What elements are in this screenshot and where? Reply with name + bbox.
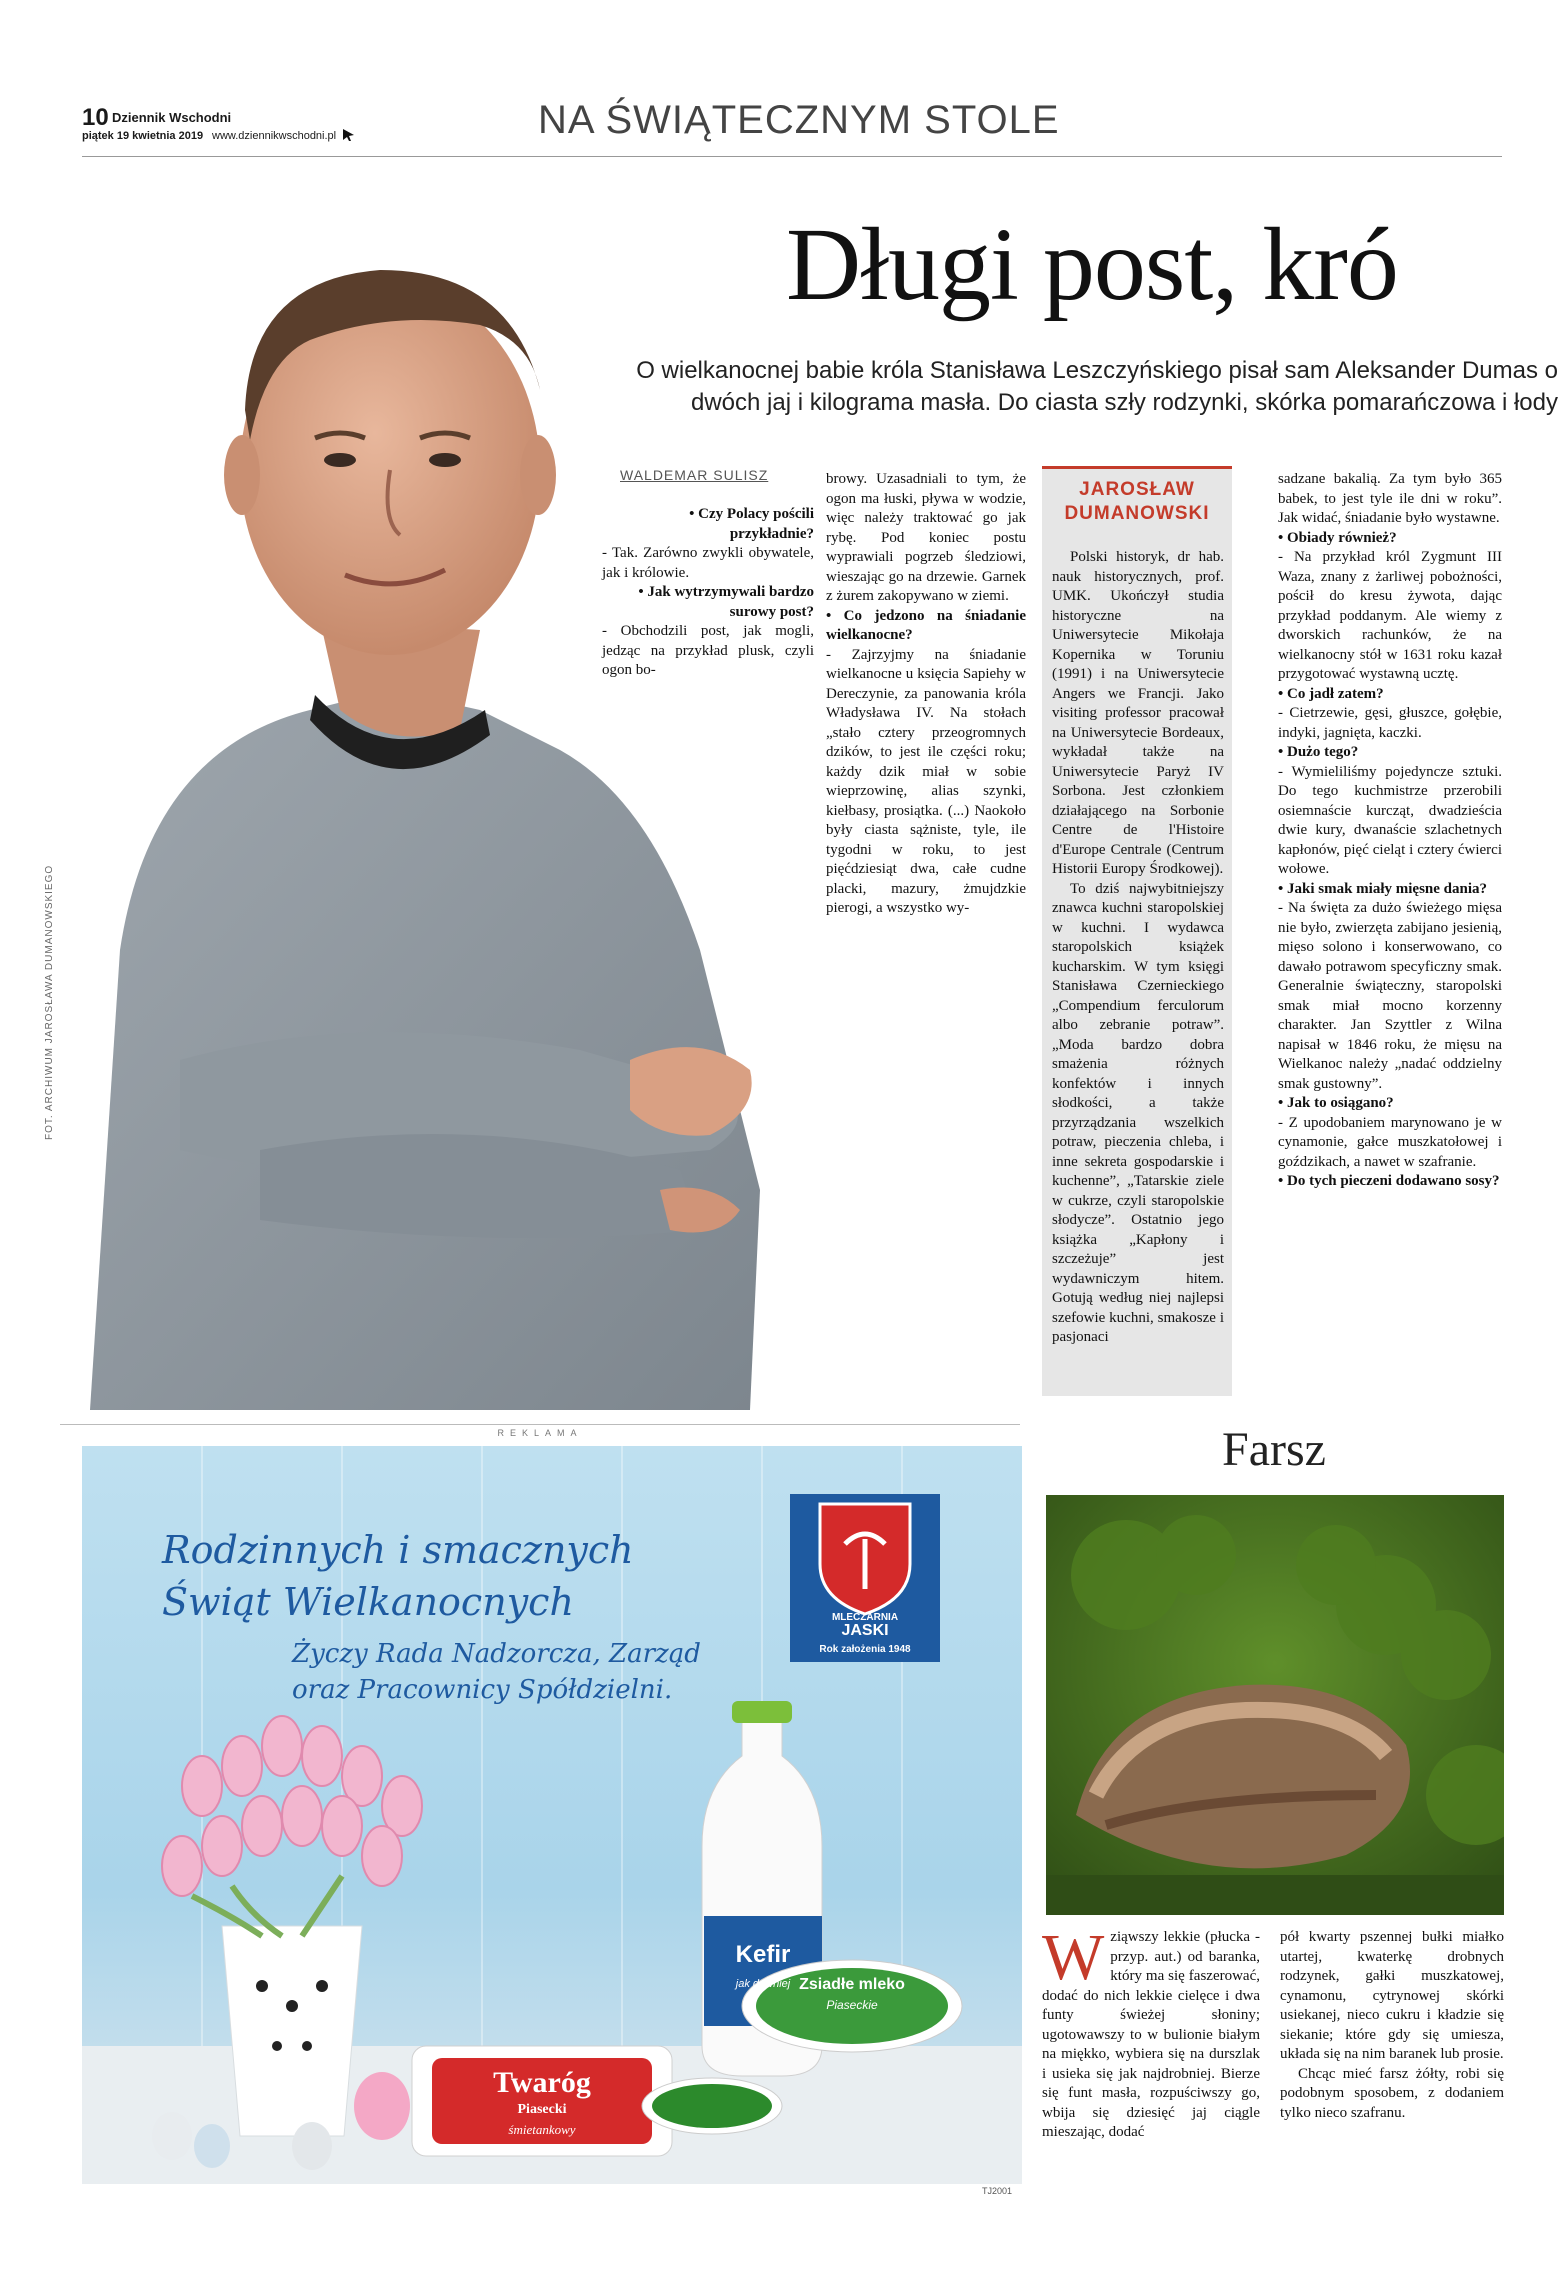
product-twarog-type: śmietankowy [508,2122,576,2137]
farsz-text: Chcąc mieć farsz żółty, robi się podobnym sposobem, z dodaniem tylko nieco szafranu. [1280,2065,1504,2121]
bio-box-title [1042,478,1232,526]
interview-question: • Co jadł zatem? [1278,685,1384,702]
product-mleko: Zsiadłe mleko [799,1976,905,1993]
ad-title [162,1524,634,1628]
interview-answer: - Obchodzili post, jak mogli, jedząc na przykład plusk, czyli ogon bo- [602,623,814,678]
stuffed-meat-photo [1046,1495,1504,1915]
interview-question: • Jaki smak miały mięsne dania? [1278,880,1488,897]
interview-answer: - Tak. Zarówno zwykli obywatele, jak i królowie. [602,545,814,581]
interview-question: • Jak to osiągano? [1278,1095,1394,1111]
interview-answer: - Wymieliliśmy pojedyncze sztuki. Do tego kuchmistrze przerobili osiemnaście kurcząt, dwadzieścia dwie kury, dwanaście szlachetnych kapłonów, pięć cieląt i cztery ćwierci wołowe. [1278,763,1502,877]
product-kefir: Kefir [735,1941,791,1968]
product-kefir-sub: jak dawniej [735,1978,791,1990]
interview-question: • Dużo tego? [1278,744,1359,760]
ad-subtitle-line: Życzy Rada Nadzorcza, Zarząd [292,1639,701,1669]
column-1 [602,505,814,681]
photo-credit: FOT. ARCHIWUM JAROSŁAWA DUMANOWSKIEGO [44,864,55,1140]
interview-question: • Obiady również? [1278,529,1397,546]
interview-answer: - Na święta za dużo świeżego mięsa nie było, zwierzęta zabijano jesienią, mięso solono i konserwowano, co dawało potrawom specyficzny smak. Generalnie świąteczny, staropolski smak miał mocno korzenny charakter. Jan Szyttler z Wilna napisał w 1846 roku, że mięsu na Wielkanoc należy „nadać oddzielny smak gustowny”. [1278,900,1502,1092]
paper-name: Dziennik Wschodni [112,110,232,125]
page-number: 10 [82,104,109,131]
bio-paragraph: To dziś najwybitniejszy znawca kuchni staropolskiej w kuchni. I wydawca staropolskich książek kucharskim. W tym księgi Stanisława Czernieckiego „Compendium ferculorum albo zebranie potraw”. „Moda bardzo dobra smażenia różnych konfektów i innych słodkości, a także przyrządzania wszelkich potraw, pieczenia chleba, i inne sekreta gospodarskie i kuchenne”, „Tatarskie ziele w cukrze, czyli staropolskie słodycze”. Ostatnio jego książka „Kapłony i szczeżuje” jest wydawniczym hitem. Gotują według niej najlepsi szefowie kuchni, smakosze i pasjonaci [1052,880,1224,1345]
bio-name-first: JAROSŁAW [1079,479,1195,500]
farsz-column-2 [1280,1928,1504,2123]
cursor-arrow-icon [342,128,356,142]
product-twarog-sub: Piasecki [517,2102,567,2117]
header-rule [82,156,1502,157]
column-4 [1278,470,1502,1192]
farsz-text: ziąwszy lekkie (płucka - przyp. aut.) od baranka, który ma się faszerować, dodać do nich lekkie cielęce i dwa funty świeżej słoniny; ugotowawszy to w bulionie białym na miękko, wybiera się na durszlak i usieka się jak najdrobniej. Bierze się funt masła, rozpuściwszy go, wbija się dziesięć jaj ciągle mieszając, dodać [1042,1929,1260,2140]
product-twarog: Twaróg [493,2066,591,2099]
ad-label: REKLAMA [497,1428,583,1438]
logo-name-1: MLECZARNIA [831,1612,899,1623]
bio-paragraph: Polski historyk, dr hab. nauk historycznych, prof. UMK. Ukończył studia historyczne na Uniwersytecie Mikołaja Kopernika w Toruniu (1991) i na Uniwersytecie Angers we Francji. Jako visiting professor pracował na Uniwersytecie Bordeaux, wykładał także na Uniwersytecie Paryż IV Sorbona. Jest członkiem działającego na Sorbonie Centre de l'Histoire d'Europe Centrale (Centrum Historii Europy Środkowej). [1052,549,1224,877]
bio-box-rule [1042,466,1232,469]
interview-answer: - Z upodobaniem marynowano je w cynamonie, gałce muszkatołowej i goździkach, a nawet w szafranie. [1278,1114,1502,1170]
interview-question: • Do tych pieczeni dodawano sosy? [1278,1173,1500,1189]
ad-rule [60,1424,1020,1425]
article-lead [622,355,1558,419]
interview-question: • Czy Polacy pościli przykładnie? [689,506,814,542]
interview-answer: - Cietrzewie, gęsi, głuszce, gołębie, indyki, jagnięta, kaczki. [1278,705,1502,741]
column-3 [1052,548,1224,1348]
ad-code: TJ2001 [982,2186,1013,2196]
advertisement[interactable] [82,1446,1022,2184]
ad-subtitle-line: oraz Pracownicy Spółdzielni. [292,1675,673,1705]
section-title: NA ŚWIĄTECZNYM STOLE [538,98,1060,142]
dropcap: W [1042,1921,1105,1994]
paper-url[interactable]: www.dziennikwschodni.pl [212,130,337,142]
logo-name-2: JASKI [841,1622,889,1639]
interview-answer: sadzane bakalią. Za tym było 365 babek, to jest tyle ile dni w roku”. Jak widać, śniadanie było wystawne. [1278,471,1502,526]
column-2 [826,470,1026,919]
mleczarnia-logo [790,1494,940,1662]
issue-date: piątek 19 kwietnia 2019 [82,130,204,142]
farsz-title: Farsz [1222,1423,1326,1476]
interview-answer: browy. Uzasadniali to tym, że ogon ma łuski, pływa w wodzie, więc należy traktować go jak rybę. Pod koniec postu wyprawiali pogrzeb śledziowi, wieszając go na drzewie. Garnek z żurem zakopywano w ziemi. [826,471,1026,604]
interview-answer: - Zajrzyjmy na śniadanie wielkanocne u księcia Sapiehy w Dereczynie, za panowania króla Władysława IV. Na stołach „stało cztery przeogromnych dzików, to jest ile części roku; każdy dzik miał w sobie wieprzowinę, alias szynki, kiełbasy, prosiątka. (...) Naokoło były ciasta sążniste, tyle, ile tygodni w roku, to jest pięćdziesiąt dwa, całe cudne placki, mazury, żmujdzkie pierogi, a wszystko wy- [826,646,1026,916]
farsz-text: pół kwarty pszennej bułki miałko utartej, kwaterkę drobnych rodzynek, gałki muszkatowej, cynamonu, cytrynowej skórki usiekanej, nieco cukru i kładzie się siekanie; które gdy się umiesza, układa się na nim baranek lub prosie. [1280,1929,1504,2062]
interview-question: • Co jedzono na śniadanie wielkanocne? [826,607,1026,643]
byline: WALDEMAR SULISZ [620,467,769,483]
ad-subtitle [292,1636,701,1708]
interview-question: • Jak wytrzymywali bardzo surowy post? [638,584,814,620]
ad-title-line: Świąt Wielkanocnych [162,1580,574,1624]
interview-answer: - Na przykład król Zygmunt III Waza, znany z żarliwej pobożności, pościł do kresu żywota, dając przykład poddanym. Ale wiemy z dworskich rachunków, że na wielkanocny stół w 1631 roku kazał przygotować wystawną ucztę. [1278,549,1502,682]
logo-year: Rok założenia 1948 [819,1644,911,1655]
lead-line: O wielkanocnej babie króla Stanisława Leszczyńskiego pisał sam Aleksander Dumas o [636,357,1558,384]
bio-name-last: DUMANOWSKI [1064,503,1210,524]
farsz-column-1 [1042,1921,1260,2143]
lead-line: dwóch jaj i kilograma masła. Do ciasta szły rodzynki, skórka pomarańczowa i łody [691,389,1558,416]
article-headline: Długi post, kró [786,207,1398,322]
product-mleko-sub: Piaseckie [826,1998,878,2012]
ad-title-line: Rodzinnych i smacznych [162,1528,634,1572]
